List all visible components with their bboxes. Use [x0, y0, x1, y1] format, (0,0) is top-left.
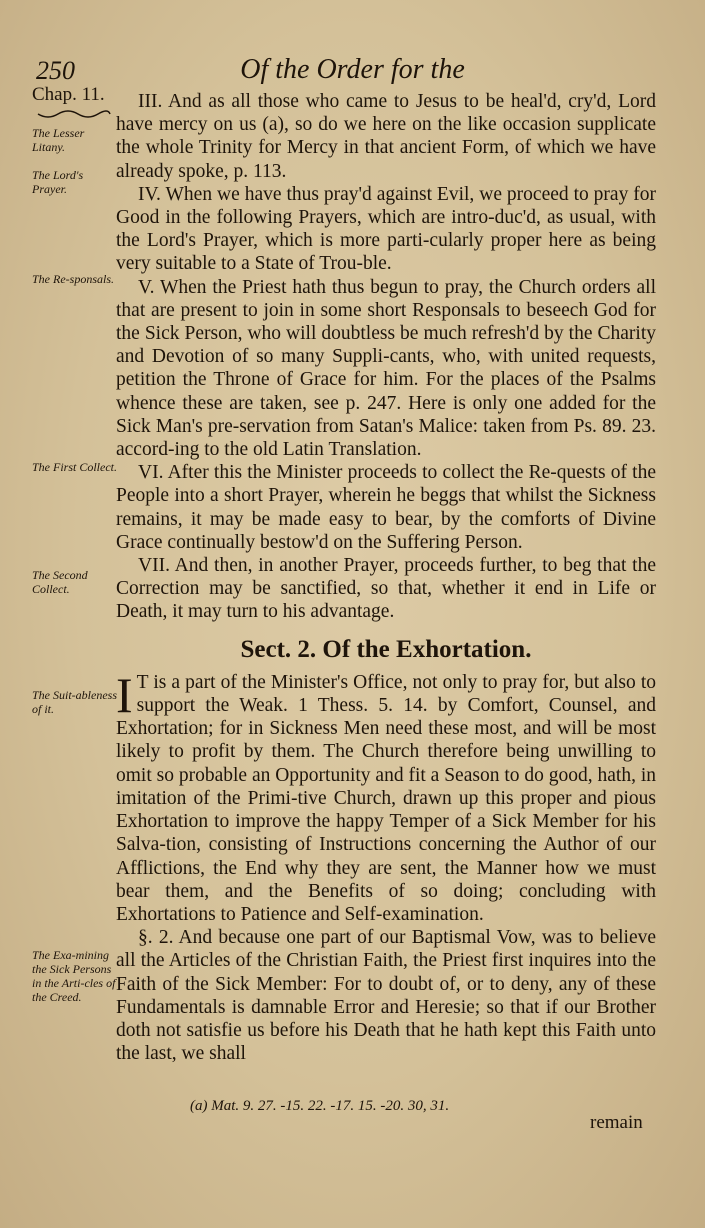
paragraph-vi: VI. After this the Minister proceeds to collect the Re-quests of the People into a short Prayer, wherein he beggs that whilst the Sickness remains, it may be made easy to bear, by the comforts of Divine Grace continually bestow'd on the Suffering Person.: [116, 462, 656, 553]
paragraph-vii: VII. And then, in another Prayer, proceeds further, to beg that the Correction may be sanctified, so that, whether it end in Life or Death, it may turn to his advantage.: [116, 555, 656, 623]
paragraph-exhortation: [116, 666, 656, 926]
paragraph-section-2: §. 2. And because one part of our Baptismal Vow, was to believe all the Articles of the Christian Faith, the Priest first inquires into the Faith of the Sick Member: For to doubt of, or to deny, any of these Fundamentals is damnable Error and Heresie; so that if our Brother doth not satisfie us before his Death that he hath kept this Faith unto the last, we shall: [116, 927, 656, 1065]
paragraph-v: V. When the Priest hath thus begun to pray, the Church orders all that are present to join in some short Responsals to beseech God for the Sick Person, who will doubtless be much refresh'd by the Charity and Devotion of so many Suppli-cants, who, with united requests, petition the Throne of Grace for him. For the places of the Psalms whence these are taken, see p. 247. Here is only one added for the Sick Man's pre-servation from Satan's Malice: taken from Ps. 89. 23. accord-ing to the old Latin Translation.: [116, 276, 656, 461]
margin-note-examining: The Exa-mining the Sick Persons in the Arti-cles of the Creed.: [32, 948, 116, 1004]
paragraph-exhortation-text: T is a part of the Minister's Office, not only to pray for, but also to support the Weak. 1 Thess. 5. 14. by Comfort, Counsel, and Exhortation; for in Sickness Men need these most, and will be most likely to profit by them. The Church therefore being unwilling to omit so probable an Opportunity and fit a Season to do good, hath, in imitation of the Primi-tive Church, drawn up this proper and pious Exhortation to improve the happy Temper of a Sick Member for his Salva-tion, consisting of Instructions concerning the Author of our Afflictions, the End why they are sent, the Manner how we must bear them, and the Benefits of so doing; concluding with Exhortations to Patience and Self-examination.: [116, 671, 656, 925]
running-title: Of the Order for the: [240, 54, 465, 85]
footnote: (a) Mat. 9. 27. -15. 22. -17. 15. -20. 30, 31.: [190, 1098, 450, 1114]
ornament-icon: [36, 110, 112, 120]
margin-note-lesser-litany: The Lesser Litany.: [32, 126, 85, 154]
margin-note-responsals: The Re-sponsals.: [32, 272, 114, 286]
chapter-label: Chap. 11.: [32, 84, 105, 105]
drop-cap: I: [116, 666, 133, 723]
paragraph-iv: IV. When we have thus pray'd against Evil, we proceed to pray for Good in the following Prayers, which are intro-duc'd, as usual, with the Lord's Prayer, which is more parti-cularly proper here as being very suitable to a State of Trou-ble.: [116, 183, 656, 275]
margin-note-first-collect: The First Collect.: [32, 460, 117, 474]
margin-note-second-collect: The Second Collect.: [32, 568, 88, 596]
page-header: [0, 52, 705, 88]
body-text: [116, 90, 656, 1065]
catchword: remain: [590, 1112, 643, 1133]
section-heading: Sect. 2. Of the Exhortation.: [240, 635, 532, 663]
paragraph-iii: III. And as all those who came to Jesus to be heal'd, cry'd, Lord have mercy on us (a), so do we here on the like occasion supplicate the whole Trinity for Mercy in that ancient Form, of which we have already spoke, p. 113.: [116, 91, 656, 182]
margin-note-suitableness: The Suit-ableness of it.: [32, 688, 117, 716]
page-number: 250: [36, 56, 75, 85]
margin-note-lords-prayer: The Lord's Prayer.: [32, 168, 84, 196]
